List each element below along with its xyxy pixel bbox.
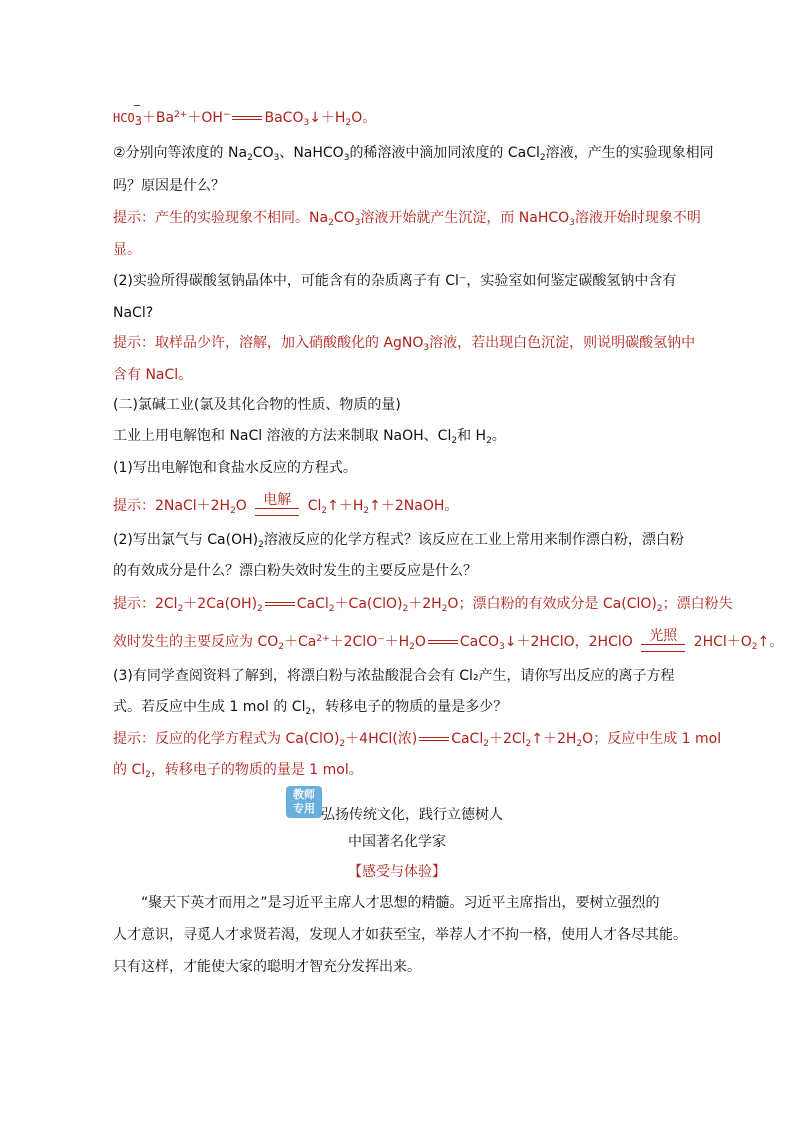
heading-culture: 弘扬传统文化，践行立德树人 xyxy=(321,807,503,823)
question-5-line-1 xyxy=(113,530,684,550)
answer-4 xyxy=(113,494,458,516)
text: CaCl xyxy=(451,731,484,747)
badge-bottom: 专用 xyxy=(293,802,315,815)
sub: 2 xyxy=(451,436,458,446)
text: ＋2ClO⁻＋H xyxy=(329,634,410,650)
text: Cl xyxy=(307,498,322,514)
equals-sign xyxy=(263,599,297,609)
text: 2HCl＋O xyxy=(693,634,752,650)
equals-sign xyxy=(417,734,451,744)
sub: 3 xyxy=(423,343,430,353)
sup: 2+ xyxy=(174,110,188,120)
text: 式。若反应中生成 1 mol 的 Cl xyxy=(113,699,306,715)
sub: 3 xyxy=(499,642,505,652)
sub: 2 xyxy=(257,604,263,614)
equals-sign xyxy=(230,113,264,123)
text: O xyxy=(414,634,426,650)
text: CaCO xyxy=(459,634,500,650)
answer-3-line-2: 含有 NaCl。 xyxy=(113,367,193,383)
sub: 2 xyxy=(409,642,415,652)
sub: 2 xyxy=(145,770,151,780)
text: ；漂白粉失 xyxy=(662,596,733,612)
question-2-line-1 xyxy=(113,143,714,163)
text: ↑＋H xyxy=(327,498,364,514)
text: 提示：取样品少许，溶解，加入硝酸酸化的 AgNO xyxy=(113,335,424,351)
sup: 2+ xyxy=(316,634,330,644)
text: ，转移电子的物质的量是 1 mol。 xyxy=(150,762,363,778)
answer-6-line-2 xyxy=(113,760,363,780)
sub: 2 xyxy=(751,642,758,652)
heading-chemists: 中国著名化学家 xyxy=(348,834,446,850)
question-2-line-2: 吗？原因是什么？ xyxy=(113,178,225,194)
text: ↓＋H xyxy=(309,110,346,126)
sub: 2 xyxy=(230,506,236,516)
sub: 3 xyxy=(343,153,350,163)
text: 溶液，产生的实验现象相同 xyxy=(545,145,714,161)
answer-2-line-2: 显。 xyxy=(113,242,141,258)
sub: 2 xyxy=(402,604,409,614)
paragraph-line-1: “聚天下英才而用之”是习近平主席人才思想的精髓。习近平主席指出，要树立强烈的 xyxy=(141,895,660,911)
text: 效时发生的主要反应为 CO xyxy=(113,634,279,650)
text: ＋Ca(ClO) xyxy=(334,596,403,612)
condition-label: 光照 xyxy=(649,628,678,644)
overline-mark xyxy=(134,105,140,106)
sub: 2 xyxy=(328,604,335,614)
question-5-line-2: 的有效成分是什么？漂白粉失效时发生的主要反应是什么？ xyxy=(113,563,477,579)
text: CaCl xyxy=(296,596,329,612)
equation-line-1 xyxy=(113,108,376,128)
text: ＋OH xyxy=(187,110,223,126)
text: ②分别向等浓度的 Na xyxy=(113,145,248,161)
text: O；漂白粉的有效成分是 Ca(ClO) xyxy=(447,596,657,612)
text: ＋2Cl xyxy=(488,731,526,747)
question-3-line-1: (2)实验所得碳酸氢钠晶体中，可能含有的杂质离子有 Cl⁻，实验室如何鉴定碳酸氢钠中含有 xyxy=(113,273,677,289)
question-6-line-2 xyxy=(113,697,507,717)
text: CO xyxy=(252,145,274,161)
paragraph-line-3: 只有这样，才能使大家的聪明才智充分发挥出来。 xyxy=(113,959,421,975)
sub: 2 xyxy=(328,218,334,228)
text: ＋2H xyxy=(408,596,442,612)
answer-6-line-1 xyxy=(113,729,721,749)
text: 提示：2NaCl＋2H xyxy=(113,498,231,514)
sub: 3 xyxy=(273,153,280,163)
double-bar xyxy=(255,508,299,516)
text: 。 xyxy=(491,428,506,444)
answer-5-line-2 xyxy=(113,630,783,652)
text: ＋2Ca(OH) xyxy=(183,596,258,612)
sub: 2 xyxy=(345,118,352,128)
sub: 3 xyxy=(303,118,310,128)
question-3-line-2: NaCl? xyxy=(113,305,154,321)
text: O xyxy=(235,498,247,514)
sub: 2 xyxy=(486,436,492,446)
text: ，转移电子的物质的量是多少？ xyxy=(311,699,508,715)
sub: 2 xyxy=(656,604,663,614)
light-condition xyxy=(641,630,685,652)
section-title: (二)氯碱工业(氯及其化合物的性质、物质的量) xyxy=(113,397,401,413)
sub: 2 xyxy=(321,506,328,516)
text: CO xyxy=(333,210,355,226)
sub: 3 xyxy=(569,218,575,228)
paragraph-line-2: 人才意识，寻觅人才求贤若渴，发现人才如获至宝，举荐人才不拘一格，使用人才各尽其能。 xyxy=(113,927,687,943)
text: 溶液开始就产生沉淀，而 NaHCO xyxy=(360,210,570,226)
electrolysis-condition xyxy=(255,494,299,516)
text: 工业上用电解饱和 NaCl 溶液的方法来制取 NaOH、Cl xyxy=(113,428,452,444)
sub: 3 xyxy=(354,218,361,228)
text: ↑＋2H xyxy=(531,731,577,747)
text: ＋4HCl(浓) xyxy=(345,731,418,747)
intro-line xyxy=(113,426,506,446)
text: 的稀溶液中滴加同浓度的 CaCl xyxy=(349,145,540,161)
sub: 2 xyxy=(339,739,346,749)
equals-sign xyxy=(426,637,460,647)
sub: 2 xyxy=(305,707,312,717)
text: BaCO xyxy=(264,110,304,126)
question-4: (1)写出电解饱和食盐水反应的方程式。 xyxy=(113,460,357,476)
answer-5-line-1 xyxy=(113,594,733,614)
text: O；反应中生成 1 mol xyxy=(582,731,722,747)
answer-2-line-1 xyxy=(113,208,701,228)
text: 溶液反应的化学方程式？该反应在工业上常用来制作漂白粉，漂白粉 xyxy=(263,532,684,548)
heading-experience: 【感受与体验】 xyxy=(348,864,446,880)
text: 、NaHCO xyxy=(279,145,344,161)
question-6-line-1: (3)有同学查阅资料了解到，将漂白粉与浓盐酸混合会有 Cl₂产生，请你写出反应的离子方程 xyxy=(113,668,675,684)
text: ＋Ba xyxy=(141,110,175,126)
sub: 2 xyxy=(247,153,253,163)
sub: 2 xyxy=(278,642,284,652)
sub: 2 xyxy=(576,739,583,749)
sup: − xyxy=(222,110,231,120)
text: ↑＋2NaOH。 xyxy=(369,498,459,514)
text: 提示：产生的实验现象不相同。Na xyxy=(113,210,329,226)
text: 提示：反应的化学方程式为 Ca(ClO) xyxy=(113,731,340,747)
text: 和 H xyxy=(457,428,487,444)
text: 的 Cl xyxy=(113,762,146,778)
answer-3-line-1 xyxy=(113,333,695,353)
text: (2)写出氯气与 Ca(OH) xyxy=(113,532,259,548)
text: ＋Ca xyxy=(283,634,317,650)
text: 溶液开始时现象不明 xyxy=(574,210,701,226)
sub: 2 xyxy=(539,153,546,163)
sub: 2 xyxy=(177,604,184,614)
sub: 2 xyxy=(258,540,264,550)
sub: 2 xyxy=(483,739,489,749)
text: ↓＋2HClO，2HClO xyxy=(504,634,633,650)
text: ↑。 xyxy=(757,634,784,650)
sub: 2 xyxy=(525,739,532,749)
text: O。 xyxy=(351,110,377,126)
sub: 2 xyxy=(363,506,370,516)
double-bar xyxy=(641,644,685,652)
sub: 3 xyxy=(134,114,142,128)
text: HCO xyxy=(113,111,135,125)
text: 溶液，若出现白色沉淀，则说明碳酸氢钠中 xyxy=(429,335,696,351)
sub: 2 xyxy=(441,604,448,614)
condition-label: 电解 xyxy=(263,492,292,508)
text: 提示：2Cl xyxy=(113,596,178,612)
badge-top: 教师 xyxy=(293,788,315,801)
